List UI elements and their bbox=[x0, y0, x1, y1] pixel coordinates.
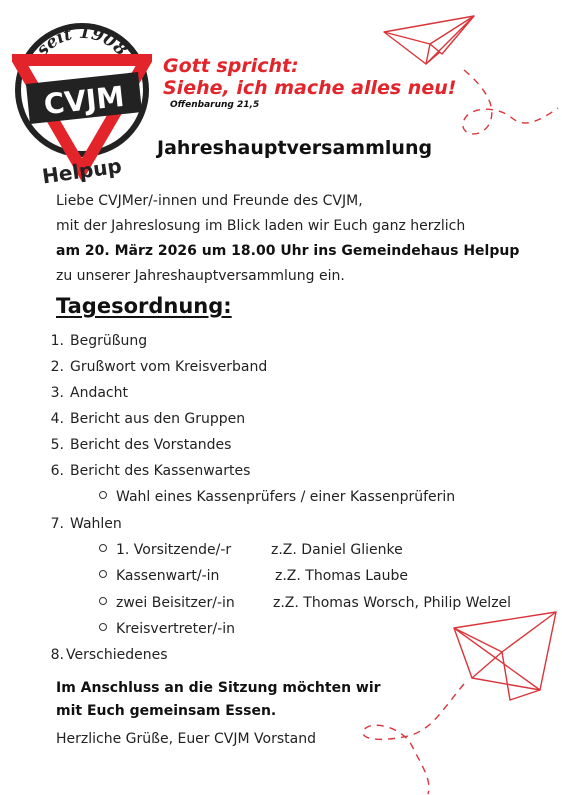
agenda-item-label: Wahlen bbox=[70, 516, 122, 532]
bullet-circle-icon bbox=[99, 491, 107, 499]
logo-bottom-text: Helpup bbox=[40, 153, 124, 188]
agenda-item-number: 6. bbox=[50, 463, 64, 479]
election-role: Kassenwart/-in bbox=[116, 568, 220, 584]
election-current: z.Z. Thomas Worsch, Philip Welzel bbox=[273, 595, 512, 611]
election-role: zwei Beisitzer/-in bbox=[116, 595, 235, 611]
election-role: 1. Vorsitzende/-r bbox=[116, 542, 232, 558]
agenda-item bbox=[44, 358, 267, 376]
agenda-item-label: Bericht aus den Gruppen bbox=[70, 411, 246, 427]
election-row bbox=[99, 541, 539, 559]
agenda-subitem bbox=[99, 488, 455, 506]
agenda-item bbox=[44, 410, 245, 428]
agenda-item bbox=[44, 646, 168, 664]
election-current: z.Z. Daniel Glienke bbox=[271, 542, 403, 558]
intro-text bbox=[56, 189, 519, 289]
page-title: Jahreshauptversammlung bbox=[157, 137, 433, 159]
agenda-item bbox=[44, 436, 231, 454]
logo-main-text: CVJM bbox=[42, 79, 126, 122]
agenda-item-label: Grußwort vom Kreisverband bbox=[70, 359, 268, 375]
intro-line-1: Liebe CVJMer/-innen und Freunde des CVJM, bbox=[56, 193, 363, 209]
bullet-circle-icon bbox=[99, 623, 107, 631]
agenda-item-number: 2. bbox=[50, 359, 64, 375]
cvjm-logo bbox=[12, 12, 152, 188]
closing-text bbox=[56, 677, 381, 723]
agenda-item-number: 8. bbox=[50, 647, 64, 663]
agenda-item bbox=[44, 384, 128, 402]
motto-line-1: Gott spricht: bbox=[163, 55, 299, 77]
intro-line-3-date: am 20. März 2026 um 18.00 Uhr ins Gemeindehaus Helpup bbox=[56, 243, 520, 259]
closing-line-2: mit Euch gemeinsam Essen. bbox=[56, 703, 277, 719]
bullet-circle-icon bbox=[99, 544, 107, 552]
greeting: Herzliche Grüße, Euer CVJM Vorstand bbox=[56, 731, 316, 747]
agenda-item-number: 7. bbox=[50, 516, 64, 532]
election-row bbox=[99, 620, 539, 638]
bullet-circle-icon bbox=[99, 597, 107, 605]
agenda-item bbox=[44, 332, 147, 350]
agenda-item-number: 3. bbox=[50, 385, 64, 401]
closing-line-1: Im Anschluss an die Sitzung möchten wir bbox=[56, 680, 381, 696]
agenda-item-number: 4. bbox=[50, 411, 64, 427]
election-row bbox=[99, 594, 539, 612]
intro-line-4: zu unserer Jahreshauptversammlung ein. bbox=[56, 268, 345, 284]
agenda-item bbox=[44, 462, 250, 480]
agenda-item-label: Bericht des Vorstandes bbox=[70, 437, 232, 453]
election-row bbox=[99, 567, 539, 585]
logo-top-text: seit 1908 bbox=[32, 22, 132, 61]
agenda-item-number: 5. bbox=[50, 437, 64, 453]
agenda-heading: Tagesordnung: bbox=[56, 294, 232, 318]
agenda-item-label: Bericht des Kassenwartes bbox=[70, 463, 251, 479]
intro-line-2: mit der Jahreslosung im Blick laden wir Euch ganz herzlich bbox=[56, 218, 466, 234]
agenda-item-label: Andacht bbox=[70, 385, 128, 401]
election-current: z.Z. Thomas Laube bbox=[275, 568, 408, 584]
agenda-item bbox=[44, 515, 122, 533]
agenda-subitem-label: Wahl eines Kassenprüfers / einer Kassenprüferin bbox=[116, 489, 456, 505]
motto-reference: Offenbarung 21,5 bbox=[170, 100, 260, 110]
agenda-item-number: 1. bbox=[50, 333, 64, 349]
bullet-circle-icon bbox=[99, 570, 107, 578]
agenda-item-label: Verschiedenes bbox=[66, 647, 168, 663]
motto-line-2: Siehe, ich mache alles neu! bbox=[163, 77, 457, 99]
election-role: Kreisvertreter/-in bbox=[116, 621, 236, 637]
agenda-item-label: Begrüßung bbox=[70, 333, 148, 349]
